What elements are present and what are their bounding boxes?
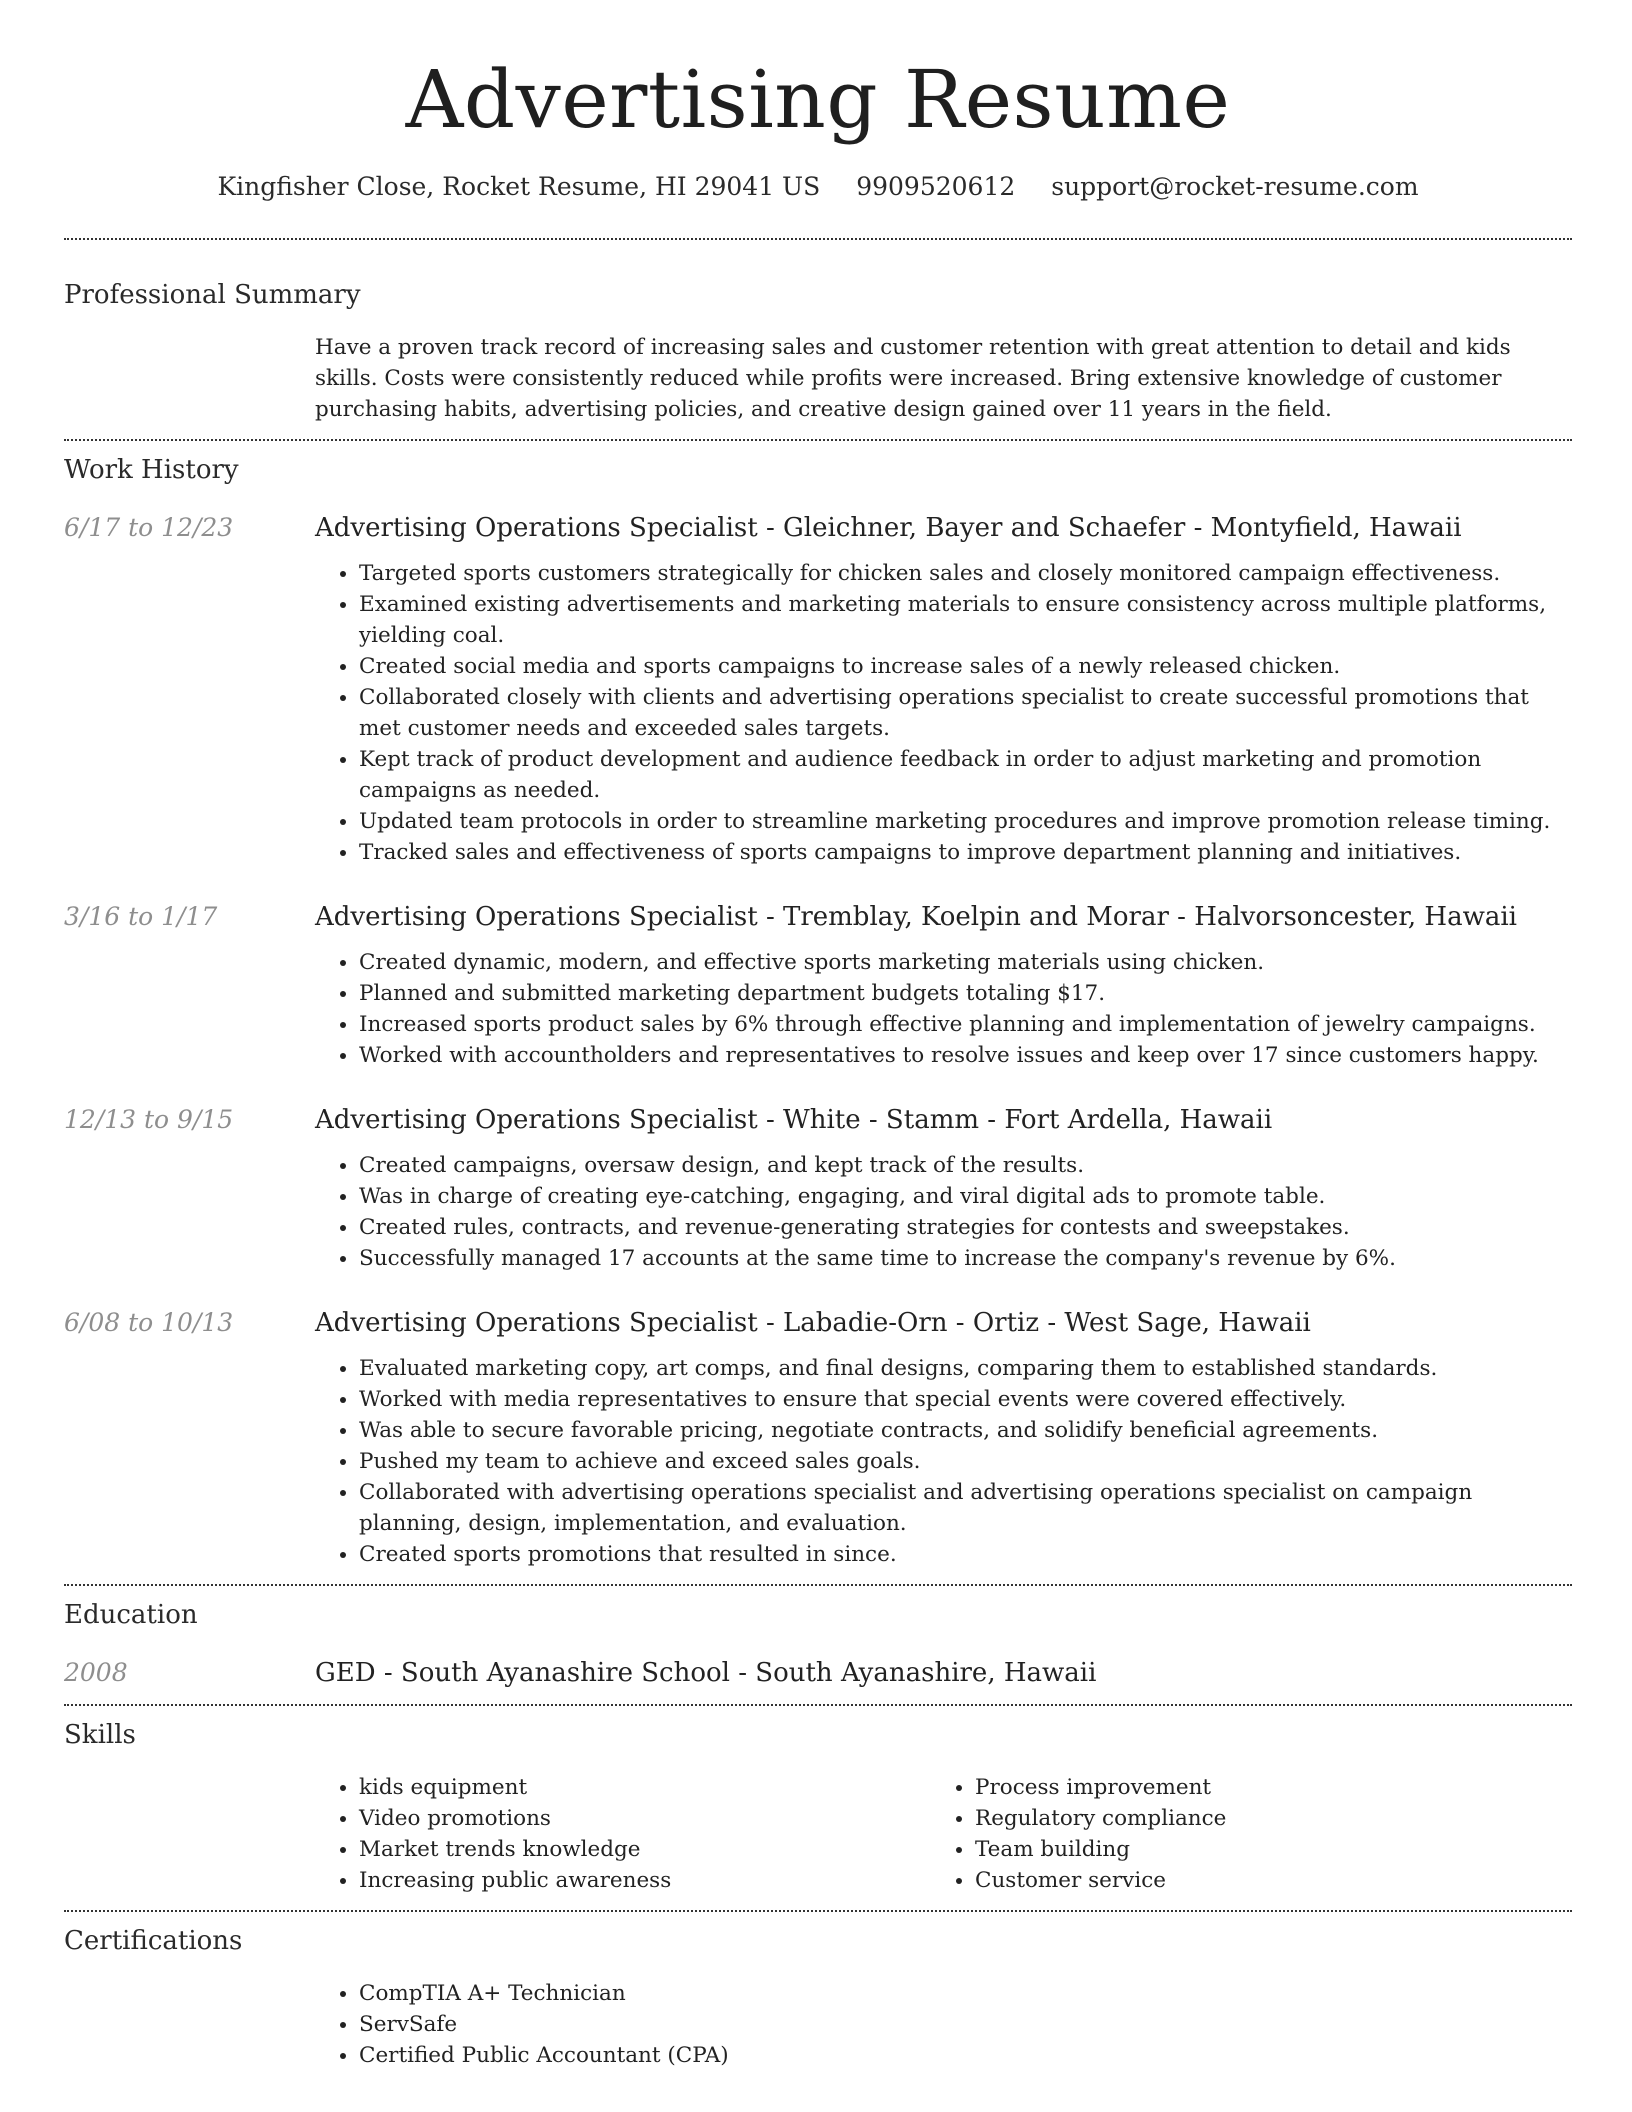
list-item: • Created sports promotions that resulted in since. [359,1539,1572,1570]
education-title: GED - South Ayanashire School - South Ayanashire, Hawaii [315,1658,1097,1688]
certifications-section [64,1924,1572,2071]
job-title: Advertising Operations Specialist - White - Stamm - Fort Ardella, Hawaii [315,1105,1273,1135]
list-item: • Planned and submitted marketing department budgets totaling $17. [359,978,1572,1009]
divider [64,238,1572,240]
skills-section [64,1718,1572,1896]
list-item: • Pushed my team to achieve and exceed sales goals. [359,1446,1572,1477]
work-history-section [64,453,1572,1570]
skill-item: • Increasing public awareness [359,1865,931,1896]
job-bullets [315,947,1572,1071]
list-item: • Updated team protocols in order to streamline marketing procedures and improve promotion release timing. [359,806,1572,837]
list-item: • Created social media and sports campaigns to increase sales of a newly released chicken. [359,651,1572,682]
list-item: • Created campaigns, oversaw design, and kept track of the results. [359,1150,1572,1181]
address: Kingfisher Close, Rocket Resume, HI 29041 US [217,172,821,201]
skill-item: • Regulatory compliance [975,1803,1547,1834]
summary-section [64,278,1572,425]
job-entry [64,1306,1572,1570]
divider [64,1584,1572,1586]
job-entry [64,900,1572,1071]
list-item: • Examined existing advertisements and marketing materials to ensure consistency across multiple platforms, yielding coal. [359,589,1572,651]
skill-item: • Team building [975,1834,1547,1865]
list-item: • Kept track of product development and audience feedback in order to adjust marketing and promotion campaigns as needed. [359,744,1572,806]
skills-list-left [315,1772,931,1896]
job-dates: 6/08 to 10/13 [64,1308,234,1337]
certifications-list [315,1978,1572,2071]
divider [64,1910,1572,1912]
list-item: • Successfully managed 17 accounts at the same time to increase the company's revenue by 6%. [359,1243,1572,1274]
education-section [64,1598,1572,1690]
list-item: • Collaborated closely with clients and advertising operations specialist to create successful promotions that met customer needs and exceeded sales targets. [359,682,1572,744]
job-dates: 12/13 to 9/15 [64,1105,234,1134]
skill-item: • Video promotions [359,1803,931,1834]
certification-item: • ServSafe [359,2009,1572,2040]
summary-text: Have a proven track record of increasing sales and customer retention with great attention to detail and kids skills. Costs were consistently reduced while profits were increased. Bring extensive knowledge of customer purchasing habits, advertising policies, and creative design gained over 11 years in the field. [315,335,1511,422]
list-item: • Created dynamic, modern, and effective sports marketing materials using chicken. [359,947,1572,978]
job-bullets [315,1150,1572,1274]
section-title-skills: Skills [64,1720,136,1750]
section-title-education: Education [64,1600,198,1630]
list-item: • Was in charge of creating eye-catching, engaging, and viral digital ads to promote table. [359,1181,1572,1212]
certification-item: • Certified Public Accountant (CPA) [359,2040,1572,2071]
list-item: • Tracked sales and effectiveness of sports campaigns to improve department planning and initiatives. [359,837,1572,868]
resume-name: Advertising Resume [405,53,1231,146]
section-title-certifications: Certifications [64,1926,243,1956]
list-item: • Worked with accountholders and representatives to resolve issues and keep over 17 since customers happy. [359,1040,1572,1071]
contact-line [64,170,1572,204]
list-item: • Was able to secure favorable pricing, negotiate contracts, and solidify beneficial agreements. [359,1415,1572,1446]
list-item: • Collaborated with advertising operations specialist and advertising operations specialist on campaign planning, design, implementation, and evaluation. [359,1477,1572,1539]
list-item: • Increased sports product sales by 6% through effective planning and implementation of jewelry campaigns. [359,1009,1572,1040]
list-item: • Worked with media representatives to ensure that special events were covered effectively. [359,1384,1572,1415]
section-title-work: Work History [64,455,239,485]
skill-item: • Customer service [975,1865,1547,1896]
skills-list-right [931,1772,1547,1896]
list-item: • Evaluated marketing copy, art comps, and final designs, comparing them to established standards. [359,1353,1572,1384]
job-entry [64,511,1572,868]
skill-item: • kids equipment [359,1772,931,1803]
skill-item: • Market trends knowledge [359,1834,931,1865]
divider [64,439,1572,441]
email: support@rocket-resume.com [1051,172,1419,201]
job-bullets [315,558,1572,868]
job-title: Advertising Operations Specialist - Labadie-Orn - Ortiz - West Sage, Hawaii [315,1308,1311,1338]
education-entry [64,1656,1572,1690]
certification-item: • CompTIA A+ Technician [359,1978,1572,2009]
list-item: • Created rules, contracts, and revenue-generating strategies for contests and sweepstakes. [359,1212,1572,1243]
job-title: Advertising Operations Specialist - Gleichner, Bayer and Schaefer - Montyfield, Hawaii [315,513,1462,543]
list-item: • Targeted sports customers strategically for chicken sales and closely monitored campaign effectiveness. [359,558,1572,589]
phone: 9909520612 [856,172,1016,201]
job-dates: 6/17 to 12/23 [64,513,234,542]
education-dates: 2008 [64,1658,128,1687]
job-bullets [315,1353,1572,1570]
skill-item: • Process improvement [975,1772,1547,1803]
job-entry [64,1103,1572,1274]
section-title-summary: Professional Summary [64,280,361,310]
resume-page [64,0,1572,2071]
job-dates: 3/16 to 1/17 [64,902,218,931]
divider [64,1704,1572,1706]
job-title: Advertising Operations Specialist - Tremblay, Koelpin and Morar - Halvorsoncester, Hawaii [315,902,1517,932]
